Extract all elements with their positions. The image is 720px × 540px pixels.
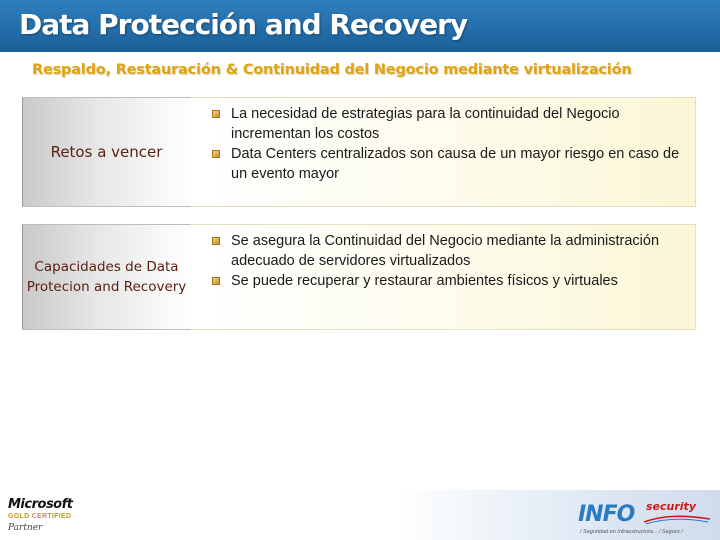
square-bullet-icon <box>212 237 220 245</box>
info-tagline: / Seguridad en Infraestructura... / Seguro / <box>580 529 683 535</box>
security-wordmark: security <box>646 500 696 513</box>
square-bullet-icon <box>212 110 220 118</box>
bullet-item <box>212 104 685 144</box>
challenges-label: Retos a vencer <box>22 97 190 207</box>
bullet-text: Se puede recuperar y restaurar ambientes físicos y virtuales <box>231 273 618 289</box>
square-bullet-icon <box>212 277 220 285</box>
challenges-bullet-list <box>212 104 685 184</box>
bullet-item <box>212 271 685 291</box>
infosecurity-logo <box>578 500 713 538</box>
bullet-item <box>212 144 685 184</box>
title-bar <box>0 0 720 52</box>
info-wordmark: INFO <box>578 502 635 527</box>
bullet-text: La necesidad de estrategias para la continuidad del Negocio incrementan los costos <box>231 106 620 142</box>
slide-subtitle: Respaldo, Restauración & Continuidad del Negocio mediante virtualización <box>32 62 632 78</box>
slide-title: Data Protección and Recovery <box>19 8 468 41</box>
challenges-content <box>190 97 696 207</box>
capabilities-row <box>22 224 696 330</box>
challenges-row <box>22 97 696 207</box>
microsoft-wordmark: Microsoft <box>8 497 73 512</box>
microsoft-partner-logo <box>8 497 78 533</box>
bullet-text: Se asegura la Continuidad del Negocio mediante la administración adecuado de servidores virtualizados <box>231 233 660 269</box>
swoosh-icon <box>644 513 710 525</box>
capabilities-bullet-list <box>212 231 685 291</box>
bullet-item <box>212 231 685 271</box>
gold-certified-text: GOLD CERTIFIED <box>8 513 72 520</box>
capabilities-label: Capacidades de Data Protecion and Recovery <box>22 224 190 330</box>
partner-text: Partner <box>8 523 43 533</box>
capabilities-content <box>190 224 696 330</box>
bullet-text: Data Centers centralizados son causa de un mayor riesgo en caso de un evento mayor <box>231 146 680 182</box>
square-bullet-icon <box>212 150 220 158</box>
